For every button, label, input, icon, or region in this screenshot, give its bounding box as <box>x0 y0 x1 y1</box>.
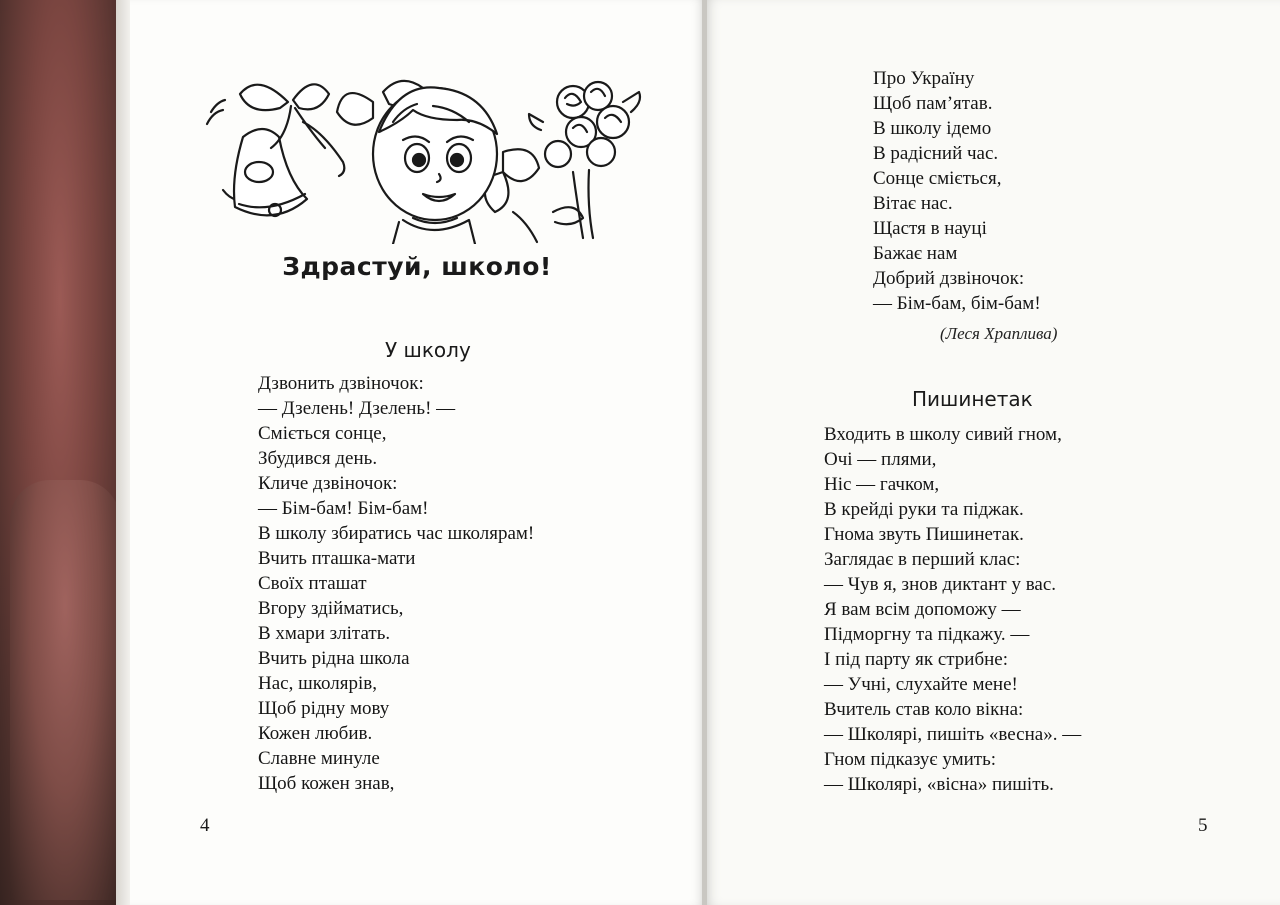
page-number-left: 4 <box>200 815 210 836</box>
poem-line: Сонце сміється, <box>873 168 1002 189</box>
poem-line: Вчить рідна школа <box>258 648 410 669</box>
poem-line: — Школярі, «вісна» пишіть. <box>824 774 1054 795</box>
poem-line: Дзвонить дзвіночок: <box>258 373 424 394</box>
poem-line: Щоб кожен знав, <box>258 773 395 794</box>
background-finger <box>10 480 120 900</box>
poem-line: Підморгну та підкажу. — <box>824 624 1030 645</box>
poem-line: Ніс — гачком, <box>824 474 940 495</box>
poem-line: В школу ідемо <box>873 118 992 139</box>
poem-line: В хмари злітать. <box>258 623 391 644</box>
page-title: Здрастуй, школо! <box>282 252 552 281</box>
poem-title-u-shkolu: У школу <box>385 338 471 362</box>
poem-line: Гнома звуть Пишинетак. <box>824 524 1024 545</box>
poem-line: Щоб рідну мову <box>258 698 390 719</box>
poem-line: В крейді руки та піджак. <box>824 499 1024 520</box>
poem-line: Входить в школу сивий гном, <box>824 424 1062 445</box>
poem-line: Вчитель став коло вікна: <box>824 699 1024 720</box>
poem-u-shkolu-continued <box>873 66 1041 316</box>
poem-author: (Леся Храплива) <box>940 324 1058 343</box>
poem-line: Збудився день. <box>258 448 378 469</box>
poem-line: Своїх пташат <box>258 573 367 594</box>
poem-pyshynetak-lines <box>824 422 1081 797</box>
poem-line: Добрий дзвіночок: <box>873 268 1025 289</box>
page-edge <box>116 0 130 905</box>
poem-line: — Бім-бам! Бім-бам! <box>258 498 429 519</box>
poem-line: Вчить пташка-мати <box>258 548 416 569</box>
poem-line: Вітає нас. <box>873 193 953 214</box>
poem-line: — Дзелень! Дзелень! — <box>258 398 456 419</box>
poem-line: — Школярі, пишіть «весна». — <box>824 724 1082 745</box>
poem-line: Нас, школярів, <box>258 673 377 694</box>
poem-title-pyshynetak: Пишинетак <box>912 387 1033 411</box>
girl-with-bell-and-flowers-icon <box>203 62 658 244</box>
poem-line: Славне минуле <box>258 748 380 769</box>
poem-line: Щоб пам’ятав. <box>873 93 993 114</box>
poem-line: — Учні, слухайте мене! <box>824 674 1018 695</box>
poem-line: Кличе дзвіночок: <box>258 473 398 494</box>
poem-line: Бажає нам <box>873 243 958 264</box>
poem-line: Щастя в науці <box>873 218 987 239</box>
poem-line: Про Україну <box>873 68 975 89</box>
poem-line: Вгору здійматись, <box>258 598 404 619</box>
poem-line: Сміється сонце, <box>258 423 387 444</box>
page-number-right: 5 <box>1198 815 1208 836</box>
poem-line: Я вам всім допоможу — <box>824 599 1021 620</box>
poem-u-shkolu-lines <box>258 371 534 796</box>
poem-line: Гном підказує умить: <box>824 749 997 770</box>
poem-line: — Бім-бам, бім-бам! <box>873 293 1041 314</box>
poem-line: І під парту як стрибне: <box>824 649 1008 670</box>
poem-line: — Чув я, знов диктант у вас. <box>824 574 1057 595</box>
poem-line: Очі — плями, <box>824 449 937 470</box>
poem-line: В радісний час. <box>873 143 999 164</box>
poem-line: Заглядає в перший клас: <box>824 549 1021 570</box>
book-gutter <box>702 0 707 905</box>
poem-line: Кожен любив. <box>258 723 373 744</box>
poem-line: В школу збиратись час школярам! <box>258 523 535 544</box>
